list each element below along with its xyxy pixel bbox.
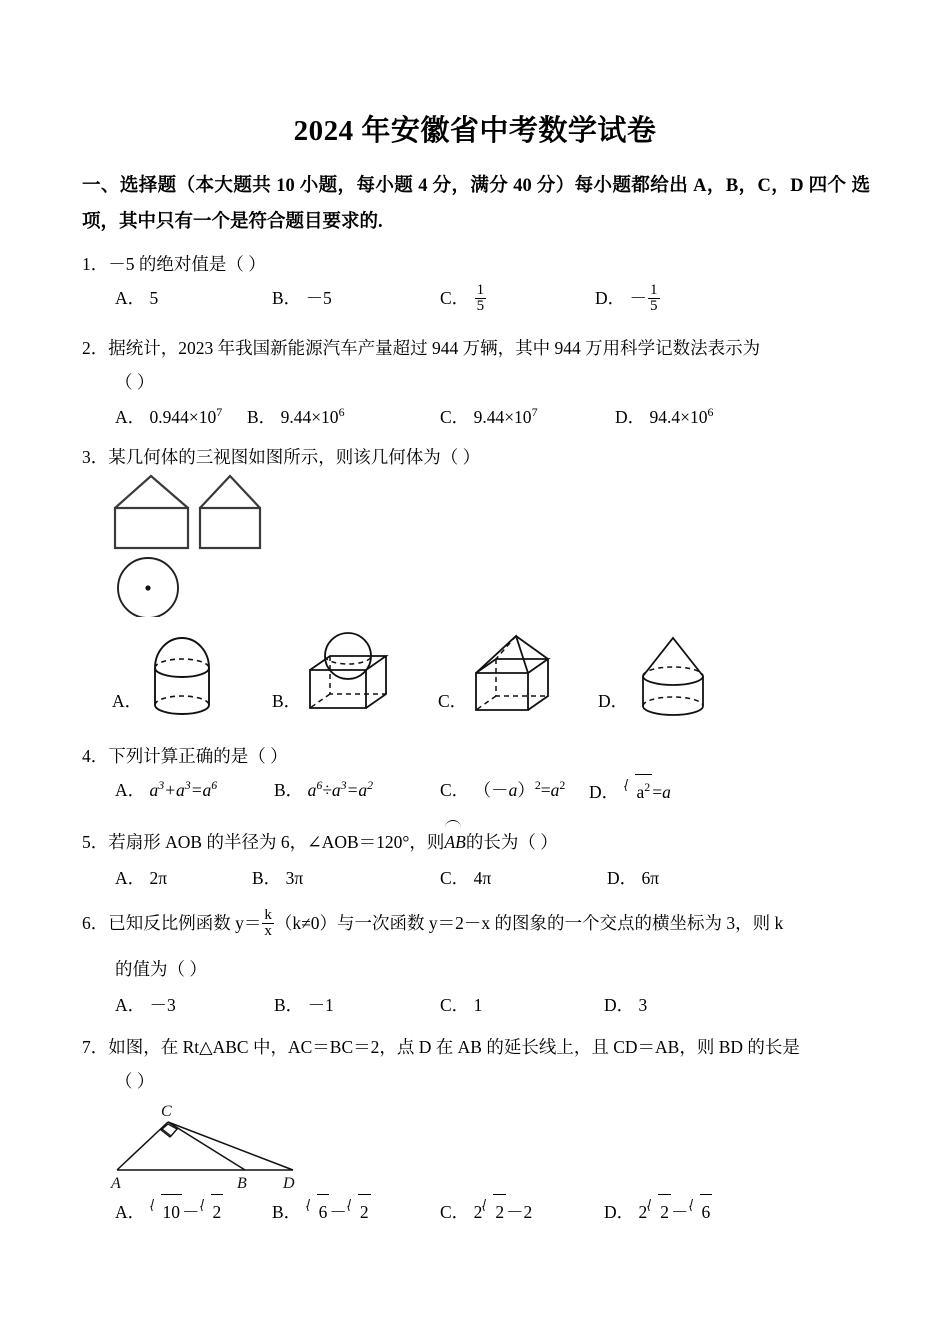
option-value: $a^3+a^3=a^6$ [149, 778, 218, 800]
option-value: 1 [473, 995, 483, 1015]
option-value: $a^6\div a^3=a^2$ [307, 778, 374, 800]
option-label: C． [440, 995, 470, 1015]
option-label: A． [115, 407, 146, 427]
option-value: 9.44×10 [473, 407, 532, 427]
question-4-option-b[interactable] [274, 773, 373, 807]
question-2-option-a[interactable] [115, 400, 222, 434]
question-1-body: －5 的绝对值是（ ） [108, 254, 266, 274]
option-label: D． [595, 288, 626, 308]
question-2-option-b[interactable] [247, 400, 345, 434]
fraction-k-over-x: $\frac{k}{x}$ [264, 906, 272, 940]
section-instructions-line1: 一、选择题（本大题共 10 小题，每小题 4 分，满分 40 分）每小题都给出 A，B，C，D 四个 [82, 176, 847, 196]
option-label: B． [274, 995, 304, 1015]
question-6-option-d[interactable] [604, 988, 647, 1022]
minus-sign: － [182, 1202, 200, 1222]
option-label: D． [607, 868, 638, 888]
option-value: 4π [473, 868, 492, 888]
square-root-icon: $a^2$ [624, 773, 653, 809]
cylinder-with-hemisphere-icon[interactable] [143, 628, 221, 718]
question-4-number: 4． [82, 746, 109, 766]
svg-text:B: B [237, 1175, 247, 1192]
question-5-option-d[interactable] [607, 861, 659, 895]
exponent: 7 [216, 405, 223, 420]
question-7-options [82, 1193, 872, 1233]
question-2-text [82, 331, 872, 365]
exam-page: 2024 年安徽省中考数学试卷 一、选择题（本大题共 10 小题，每小题 4 分，满分 40 分）每小题都给出 A，B，C，D 四个 选项，其中只有一个是符合题目要求的. 1．－5 的绝对值是（ ） A． 5 B． －5 C． $\frac{1}{5}$ D． － $\frac{1}{5}$ 2．据统计，2023 年我国新能源汽车产量超过 944 万辆，其中 944 万用科学记数法表示为 （ ） A． $0.944\times 10^7$ B． $9.44\times 10^6$ C． $9.44\times 10^7$ D． $94.4\times 10^6$ 3．某几何体的三视图如图所示，则该几何体为（ ） A． B． C． D． 4．下列计算正确的是（ ） A． $a^3+a^3=a^6$ B． $a^6\div a^3=a^2$ C． $(-a)^2=a^2$ D． $a^2 =a$ 5．若扇形 AOB 的半径为 6，∠AOB＝120°，则AB的长为（ ） A． 2π B． 3π C． 4π D． 6π 6．已知反比例函数 y＝ $\frac{k}{x}$ （k≠0）与一次函数 y＝2－x 的图象的一个交点的横坐标为 3，则 k 的值为（ ） A． －3 B． －1 C． 1 D． 3 7．如图，在 Rt△ABC 中，AC＝BC＝2，点 D 在 AB 的延长线上，且 CD＝AB，则 BD 的长是 （ ） C A B D A． 10 － 2 B． 6 － 2 C． 2 2 －2 D． 2 2 － 6 [0, 0, 950, 1344]
option-label: B． [252, 868, 282, 888]
question-7-option-a[interactable] [115, 1193, 223, 1229]
question-6-option-a[interactable] [115, 988, 176, 1022]
square-root-icon: 2 [482, 1193, 506, 1229]
question-7-number: 7． [82, 1037, 109, 1057]
option-value: －2 [506, 1202, 533, 1222]
question-6-text [82, 906, 872, 941]
section-instructions-line2: 选项，其中只有一个是符合题目要求的. [82, 176, 870, 232]
square-root-icon: 6 [306, 1193, 330, 1229]
question-1-number: 1． [82, 254, 109, 274]
question-1-text [82, 247, 872, 281]
exponent: 6 [707, 405, 714, 420]
question-1-option-a[interactable] [115, 281, 158, 315]
question-1-options [82, 281, 872, 321]
question-5-option-c[interactable] [440, 861, 491, 895]
square-root-icon: 6 [689, 1193, 713, 1229]
option-label: B． [247, 407, 277, 427]
exponent: 7 [531, 405, 538, 420]
question-2-option-c[interactable] [440, 400, 538, 434]
fraction-one-fifth: $\frac{1}{5}$ [650, 281, 658, 315]
question-1-option-b[interactable] [272, 281, 332, 315]
question-4-option-a[interactable] [115, 773, 217, 807]
option-label: A． [115, 868, 146, 888]
right-triangle-abd-with-c [105, 1098, 320, 1193]
square-root-icon: 2 [647, 1193, 671, 1229]
option-value: 0.944×10 [149, 407, 217, 427]
minus-sign: － [329, 1202, 347, 1222]
question-6-number: 6． [82, 913, 109, 933]
option-value: =a [652, 782, 671, 802]
question-4-body: 下列计算正确的是（ ） [108, 746, 288, 766]
option-value: $(-a)^2=a^2$ [473, 778, 566, 800]
cuboid-with-sphere-icon[interactable] [300, 628, 410, 718]
option-label: A． [115, 288, 146, 308]
question-4-options [82, 773, 872, 813]
option-label: C． [440, 868, 470, 888]
question-1-option-d[interactable] [595, 281, 661, 316]
question-4-option-c[interactable] [440, 773, 565, 807]
option-value: 5 [149, 288, 159, 308]
question-3-text [82, 440, 872, 474]
question-7-text-line2: （ ） [115, 1071, 155, 1091]
option-label: B． [272, 1202, 302, 1222]
question-2-number: 2． [82, 338, 109, 358]
option-value: 2 [473, 1202, 483, 1222]
question-6-text-line2: 的值为（ ） [115, 959, 207, 979]
question-7-option-b[interactable] [272, 1193, 371, 1229]
square-root-icon: 2 [347, 1193, 371, 1229]
option-value: 2π [149, 868, 168, 888]
question-6-body-pre: 已知反比例函数 y＝ [108, 913, 262, 933]
question-5-option-a[interactable] [115, 861, 167, 895]
option-label: D． [604, 995, 635, 1015]
question-5-option-b[interactable] [252, 861, 303, 895]
option-label: D． [615, 407, 646, 427]
question-7-body-line1: 如图，在 Rt△ABC 中，AC＝BC＝2，点 D 在 AB 的延长线上，且 CD＝AB，则 BD 的长是 [108, 1037, 800, 1057]
svg-text:D: D [283, 1175, 295, 1192]
option-value: 6π [641, 868, 660, 888]
option-label: C． [440, 407, 470, 427]
square-root-icon: 2 [200, 1193, 224, 1229]
svg-text:A: A [111, 1175, 121, 1192]
question-2-option-d[interactable] [615, 400, 713, 434]
option-label: A． [115, 780, 146, 800]
option-value: －3 [149, 995, 176, 1015]
option-label: B． [274, 780, 304, 800]
question-3-body: 某几何体的三视图如图所示，则该几何体为（ ） [108, 447, 481, 467]
option-value: 9.44×10 [280, 407, 339, 427]
question-6-option-b[interactable] [274, 988, 334, 1022]
question-4-text [82, 739, 872, 773]
question-6-option-c[interactable] [440, 988, 482, 1022]
fraction-one-fifth: $\frac{1}{5}$ [476, 281, 485, 315]
minus-sign: － [629, 288, 648, 308]
option-label: A． [115, 995, 146, 1015]
question-7-option-d[interactable] [604, 1193, 712, 1229]
option-value: 3 [638, 995, 648, 1015]
question-5-options [82, 861, 872, 901]
question-2-text-line2: （ ） [115, 372, 155, 392]
svg-text:C: C [161, 1103, 172, 1120]
question-5-body-pre: 若扇形 AOB 的半径为 6，∠AOB＝120°，则 [108, 832, 445, 852]
option-value: 94.4×10 [649, 407, 708, 427]
option-label: C． [440, 288, 470, 308]
minus-sign: － [671, 1202, 689, 1222]
question-4-option-d[interactable] [589, 773, 671, 809]
question-5-number: 5． [82, 832, 109, 852]
option-value: 2 [638, 1202, 648, 1222]
three-view-drawing [100, 472, 300, 617]
option-label: C． [440, 780, 470, 800]
question-1-option-c[interactable] [440, 281, 487, 316]
question-7-text [82, 1030, 872, 1064]
section-instructions [82, 168, 870, 240]
option-label: D． [589, 782, 620, 802]
option-label: B． [272, 288, 302, 308]
question-6-body-mid: （k≠0）与一次函数 y＝2－x 的图象的一个交点的横坐标为 3，则 k [274, 913, 784, 933]
question-5-body-post: 的长为（ ） [465, 832, 558, 852]
exponent: 6 [338, 405, 345, 420]
cuboid-with-pyramid-icon[interactable] [466, 628, 566, 718]
option-value: －1 [307, 995, 334, 1015]
page-title: 2024 年安徽省中考数学试卷 [293, 115, 657, 147]
question-2-options [82, 400, 872, 440]
option-label: C． [440, 1202, 470, 1222]
arc-ab-notation: AB [444, 823, 465, 859]
question-5-text [82, 823, 872, 859]
question-6-options [82, 988, 872, 1028]
question-3-number: 3． [82, 447, 109, 467]
cylinder-with-cone-icon[interactable] [628, 628, 718, 718]
question-7-option-c[interactable] [440, 1193, 532, 1229]
option-label: A． [115, 1202, 146, 1222]
option-label: D． [604, 1202, 635, 1222]
option-value: －5 [305, 288, 332, 308]
option-value: 3π [285, 868, 304, 888]
square-root-icon: 10 [150, 1193, 183, 1229]
question-2-body-line1: 据统计，2023 年我国新能源汽车产量超过 944 万辆，其中 944 万用科学记数法表示为 [108, 338, 761, 358]
